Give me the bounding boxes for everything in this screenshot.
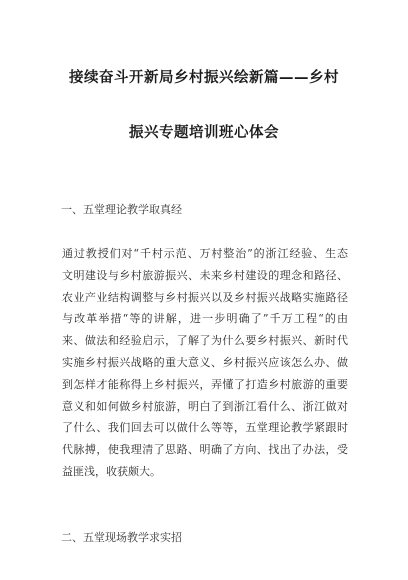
paragraph-line: 到怎样才能称得上乡村振兴，弄懂了打造乡村旅游的重要 [62,377,348,391]
paragraph-line: 意义和如何做乡村旅游，明白了到浙江看什么、浙江做对 [62,399,348,413]
paragraph-line: 与改革举措“等的讲解，进一步明确了”千万工程“的由 [62,312,348,326]
paragraph-line: 实施乡村振兴战略的重大意义、乡村振兴应该怎么办、做 [62,355,348,369]
paragraph-line: 了什么、我们回去可以做什么等等，五堂理论教学紧跟时 [62,421,348,435]
section-2-heading: 二、五堂现场教学求实招 [61,531,182,544]
paragraph-line: 通过教授们对“千村示范、万村整治”的浙江经验、生态 [62,247,348,260]
paragraph-line: 来、做法和经验启示，了解了为什么要乡村振兴、新时代 [62,334,348,348]
section-1-heading: 一、五堂理论教学取真经 [61,203,182,216]
paragraph-line: 代脉搏，使我理清了思路、明确了方向、找出了办法，受 [62,443,348,457]
document-title-line-1: 接续奋斗开新局乡村振兴绘新篇——乡村 [69,70,339,86]
paragraph-line: 益匪浅，收获颇大。 [62,464,161,478]
section-1-paragraph [62,243,348,483]
paragraph-line: 农业产业结构调整与乡村振兴以及乡村振兴战略实施路径 [62,290,348,304]
document-title-line-2: 振兴专题培训班心体会 [129,125,279,141]
paragraph-line: 文明建设与乡村旅游振兴、未来乡村建设的理念和路径、 [62,268,348,282]
